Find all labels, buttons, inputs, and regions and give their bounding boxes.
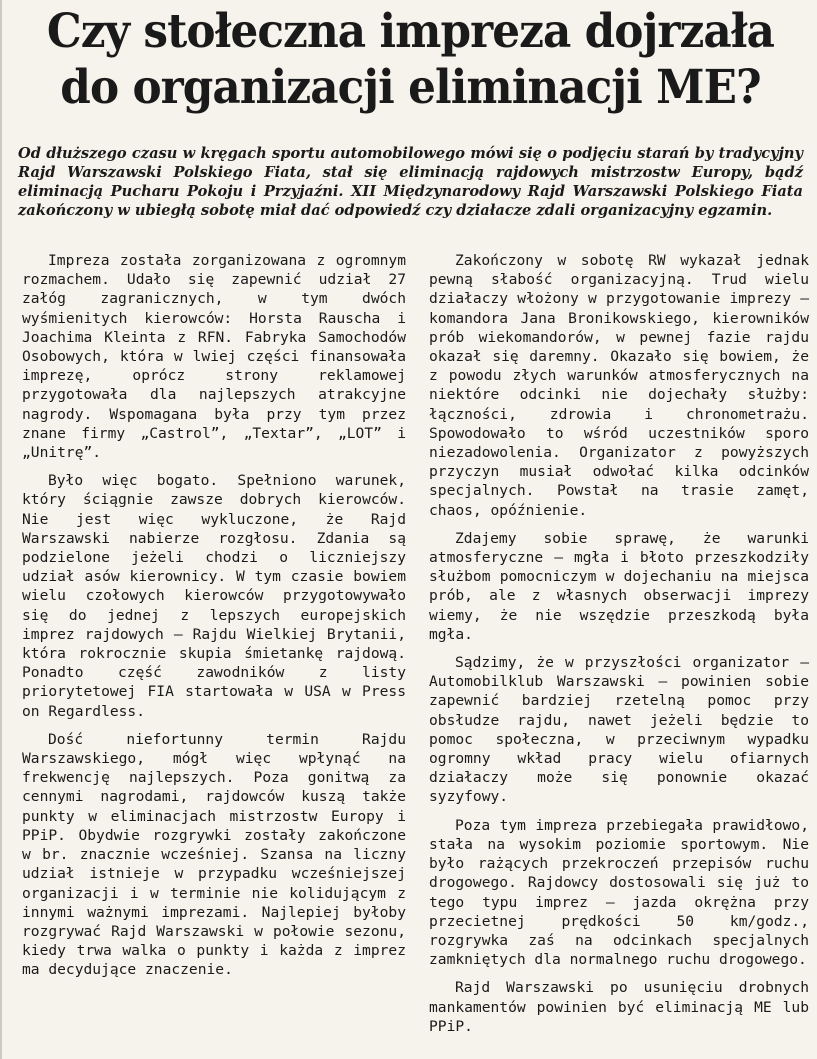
paragraph: Zdajemy sobie sprawę, że warunki atmosferyczne — mgła i błoto przeszkodziły służbom pomocniczym w dojechaniu na miejsca prób, ale z własnych obserwacji imprezy wiemy, że nie wszędzie przeszkodą była mgła. [429, 529, 809, 643]
headline: Czy stołeczna impreza dojrzała do organizacji eliminacji ME? [46, 4, 775, 115]
paragraph: Poza tym impreza przebiegała prawidłowo, stała na wysokim poziomie sportowym. Nie było rażących przekroczeń przepisów ruchu drogowego. Rajdowcy dostosowali się już to tego typu imprez — jazda okrężna przy przecietnej prędkości 50 km/godz., rozgrywka zaś na odcinkach specjalnych zamkniętych dla normalnego ruchu drogowego. [429, 816, 809, 969]
paragraph: Dość niefortunny termin Rajdu Warszawskiego, mógł więc wpłynąć na frekwencję najlepszych. Poza gonitwą za cennymi nagrodami, rajdowców kuszą także punkty w eliminacjach mistrzostw Europy i PPiP. Obydwie rozgrywki zostały zakończone w br. znacznie wcześniej. Szansa na liczny udział istnieje w przypadku wcześniejszej organizacji i w terminie nie kolidującym z innymi ważnymi imprezami. Najlepiej byłoby rozgrywać Rajd Warszawski w połowie sezonu, kiedy trwa walka o punkty i każda z imprez ma decydujące znaczenie. [22, 730, 406, 979]
paragraph: Zakończony w sobotę RW wykazał jednak pewną słabość organizacyjną. Trud wielu działaczy włożony w przygotowanie imprezy — komandora Jana Bronikowskiego, kierowników prób wiekomandorów, w pewnej fazie rajdu okazał się daremny. Okazało się bowiem, że z powodu złych warunków atmosferycznych na niektóre odcinki nie dojechały służby: łączności, zdrowia i chronometrażu. Spowodowało to wśród uczestników sporo niezadowolenia. Organizator z powyższych przyczyn musiał odwołać kilka odcinków specjalnych. Powstał na trasie zamęt, chaos, opóźnienie. [429, 252, 809, 519]
paragraph: Było więc bogato. Spełniono warunek, który ściągnie zawsze dobrych kierowców. Nie jest więc wykluczone, że Rajd Warszawski nabierze rozgłosu. Zdania są podzielone jeżeli chodzi o liczniejszy udział asów kierownicy. W tym czasie bowiem wielu czołowych kierowców przygotowywało się do jednej z lepszych europejskich imprez rajdowych — Rajdu Wielkiej Brytanii, która rokrocznie skupia śmietankę rajdową. Ponadto część zawodników z listy priorytetowej FIA startowała w USA w Press on Regardless. [22, 472, 406, 720]
paragraph: Impreza została zorganizowana z ogromnym rozmachem. Udało się zapewnić udział 27 załóg zagranicznych, w tym dwóch wyśmienitych kierowców: Horsta Rauscha i Joachima Kleinta z RFN. Fabryka Samochodów Osobowych, która w lwiej części finansowała imprezę, oprócz strony reklamowej przygotowała dla najlepszych atrakcyjne nagrody. Wspomagana była przy tym przez znane firmy „Castrol”, „Textar”, „LOT” i „Unitrę”. [22, 252, 406, 462]
paragraph: Sądzimy, że w przyszłości organizator — Automobilklub Warszawski — powinien sobie zapewnić bardziej rzetelną pomoc przy obsłudze rajdu, nawet jeżeli będzie to pomoc społeczna, w przeciwnym wypadku ogromny wkład pracy wielu ofiarnych działaczy może się ponownie okazać syzyfowy. [429, 654, 809, 806]
lead-paragraph: Od dłuższego czasu w kręgach sportu automobilowego mówi się o podjęciu starań by tradycyjny Rajd Warszawski Polskiego Fiata, stał się eliminacją rajdowych mistrzostw Europy, bądź eliminacją Pucharu Pokoju i Przyjaźni. XII Międzynarodowy Rajd Warszawski Polskiego Fiata zakończony w ubiegłą sobotę miał dać odpowiedź czy działacze zdali organizacyjny egzamin. [18, 145, 803, 219]
right-column [429, 251, 809, 1045]
left-column [22, 251, 406, 989]
paragraph: Rajd Warszawski po usunięciu drobnych mankamentów powinien być eliminacją ME lub PPiP. [429, 979, 809, 1035]
